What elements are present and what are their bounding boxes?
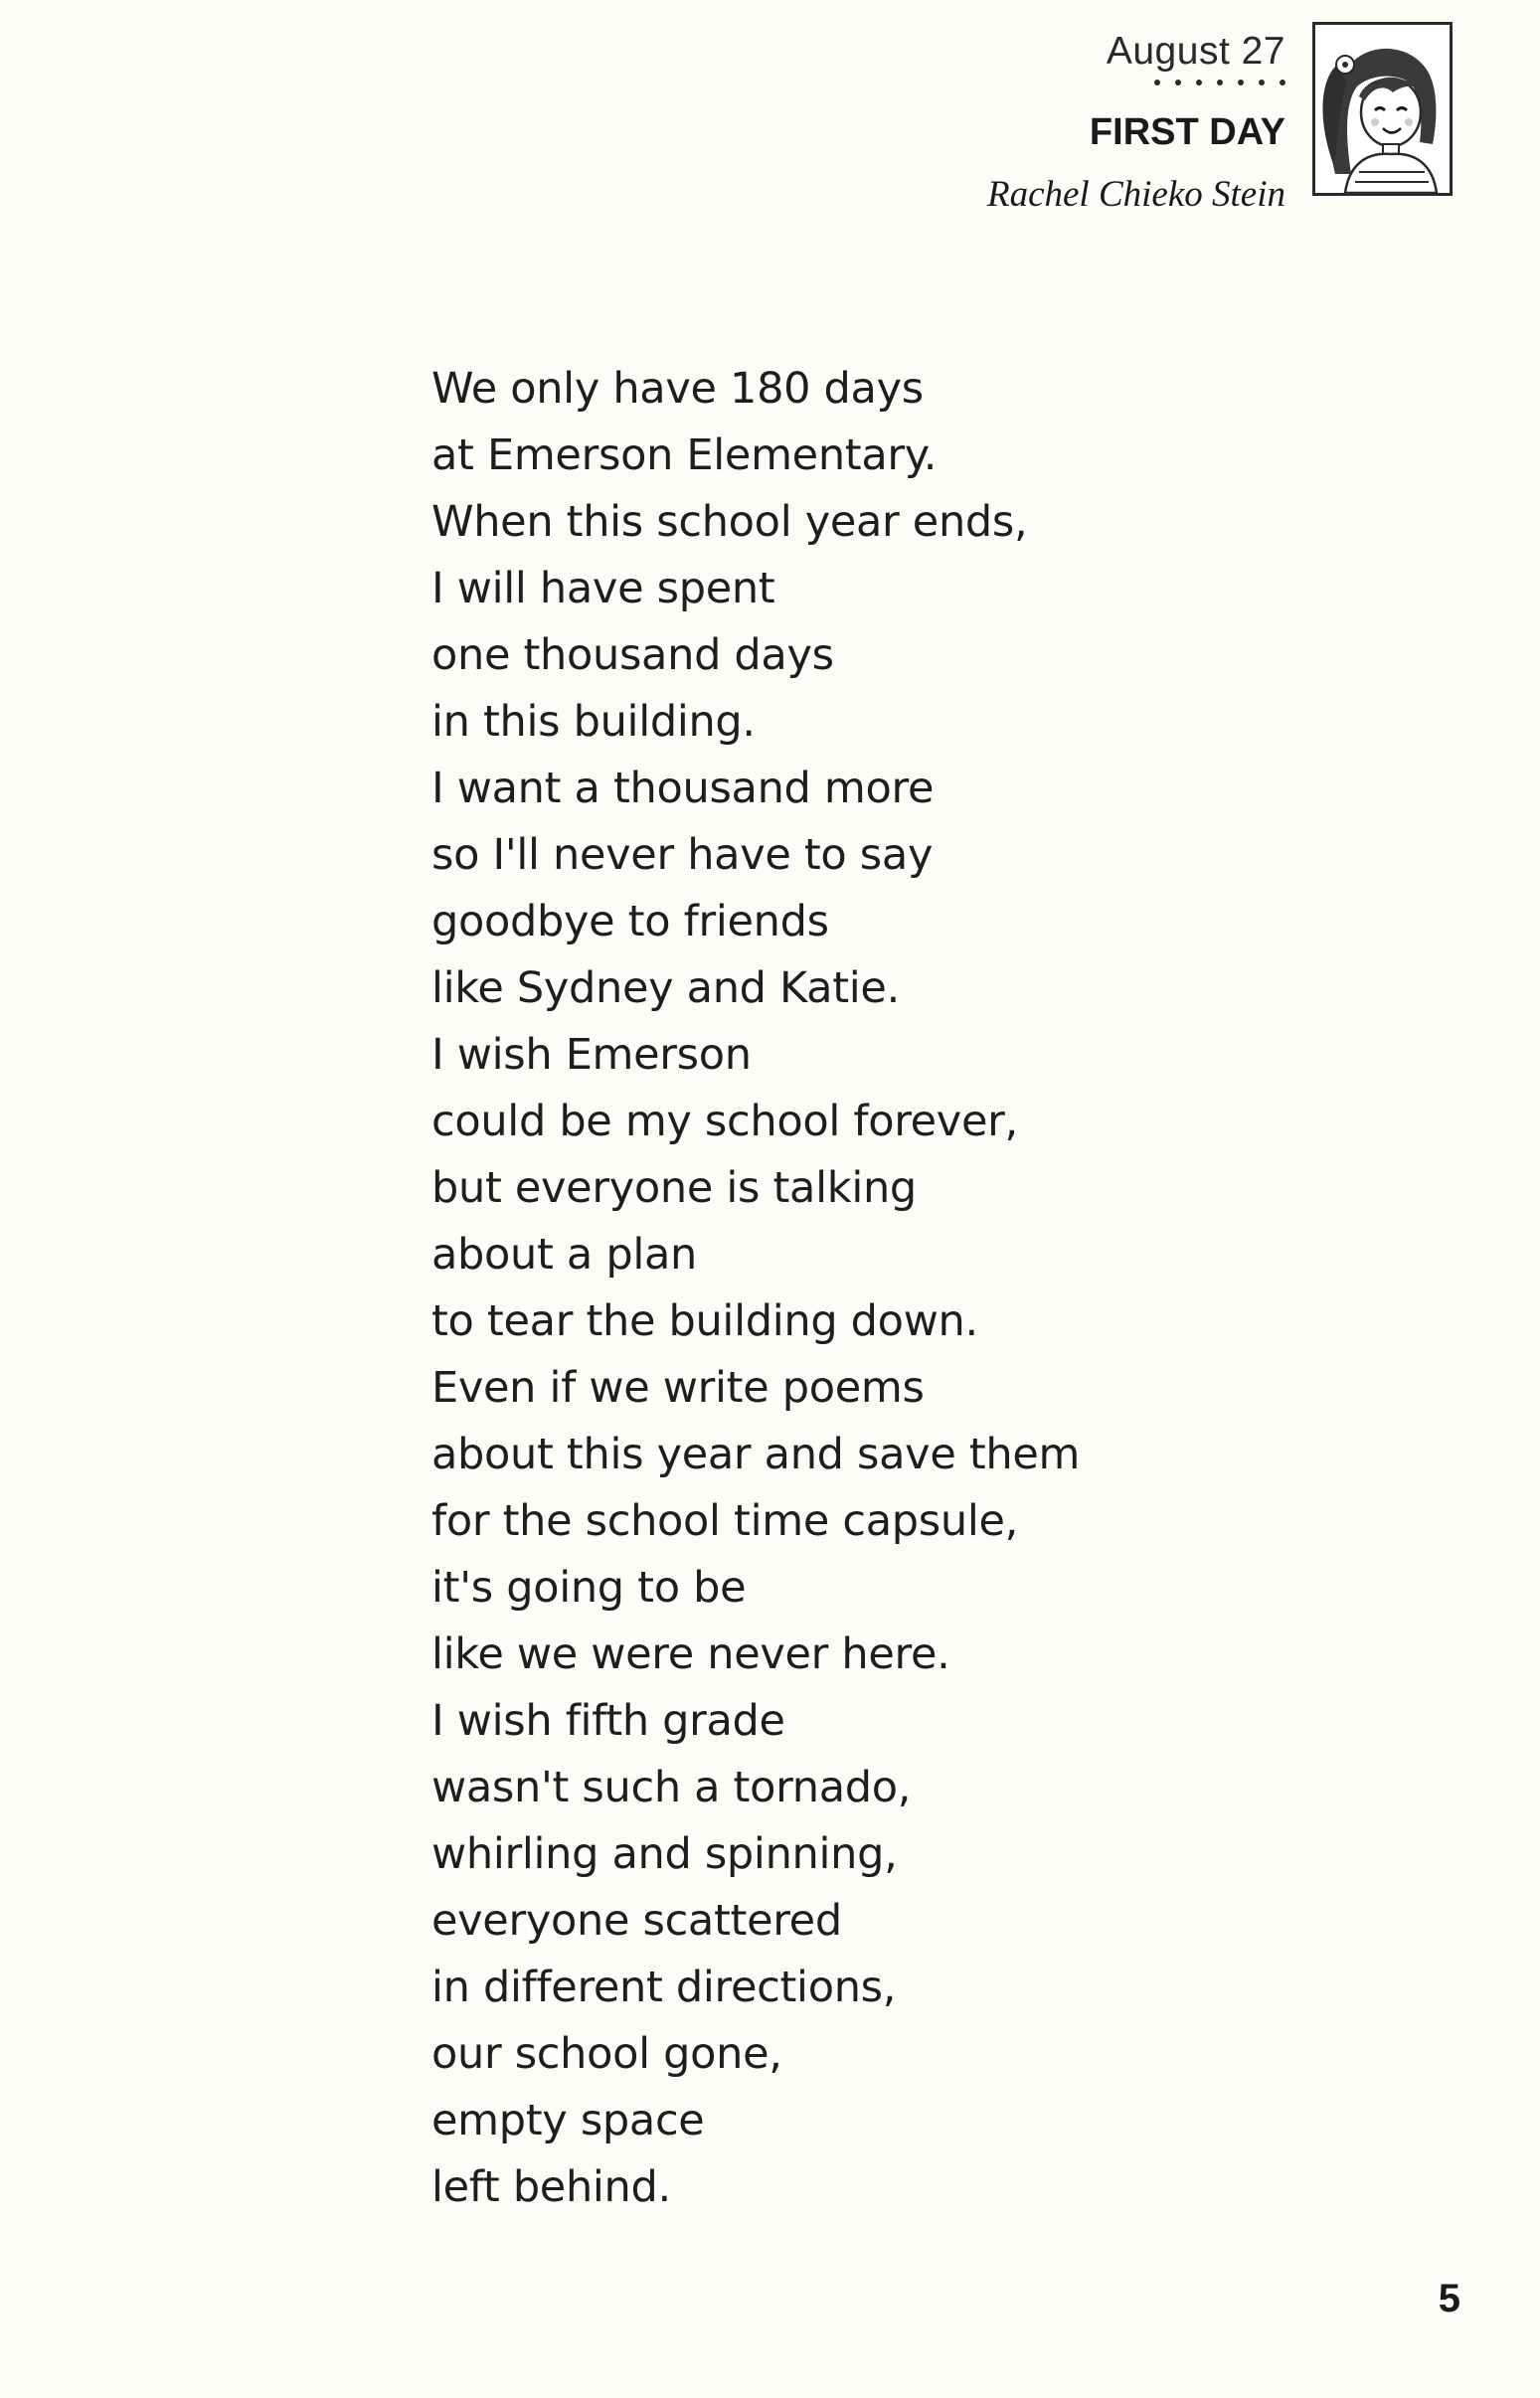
dotted-divider [769,80,1285,95]
chapter-header [769,28,1285,219]
poem-line: about a plan [431,1230,697,1280]
poem-line: to tear the building down. [431,1296,978,1346]
poem-line: could be my school forever, [431,1097,1018,1146]
chapter-title: FIRST DAY [1089,111,1285,153]
poem-line: like we were never here. [431,1629,950,1679]
poem-line: like Sydney and Katie. [431,963,900,1013]
poem-line: it's going to be [431,1563,747,1613]
poem-line: in different directions, [431,1963,897,2012]
poem-line: empty space [431,2096,705,2145]
poem-line: goodbye to friends [431,897,829,946]
poem-line: I wish fifth grade [431,1696,785,1746]
poem-line: for the school time capsule, [431,1496,1018,1546]
author-name: Rachel Chieko Stein [986,174,1285,215]
poem-line: but everyone is talking [431,1163,917,1213]
poem-line: left behind. [431,2162,671,2212]
page-number: 5 [1438,2277,1460,2320]
poem-line: We only have 180 days [431,364,924,414]
poem-line: one thousand days [431,630,834,680]
poem-line: our school gone, [431,2029,782,2079]
poem-line: wasn't such a tornado, [431,1763,912,1812]
poem-line: I will have spent [431,564,775,613]
poem-line: about this year and save them [431,1430,1081,1479]
poem-body [431,356,1080,2221]
poem-line: I want a thousand more [431,764,935,813]
poem-line: so I'll never have to say [431,830,934,880]
poem-line: When this school year ends, [431,497,1028,547]
girl-portrait-icon [1312,22,1453,196]
poem-line: in this building. [431,697,756,747]
poem-line: Even if we write poems [431,1363,925,1413]
poem-line: everyone scattered [431,1896,842,1946]
poem-line: whirling and spinning, [431,1829,898,1879]
entry-date: August 27 [1106,30,1285,73]
poem-line: at Emerson Elementary. [431,430,938,480]
poem-line: I wish Emerson [431,1030,752,1080]
